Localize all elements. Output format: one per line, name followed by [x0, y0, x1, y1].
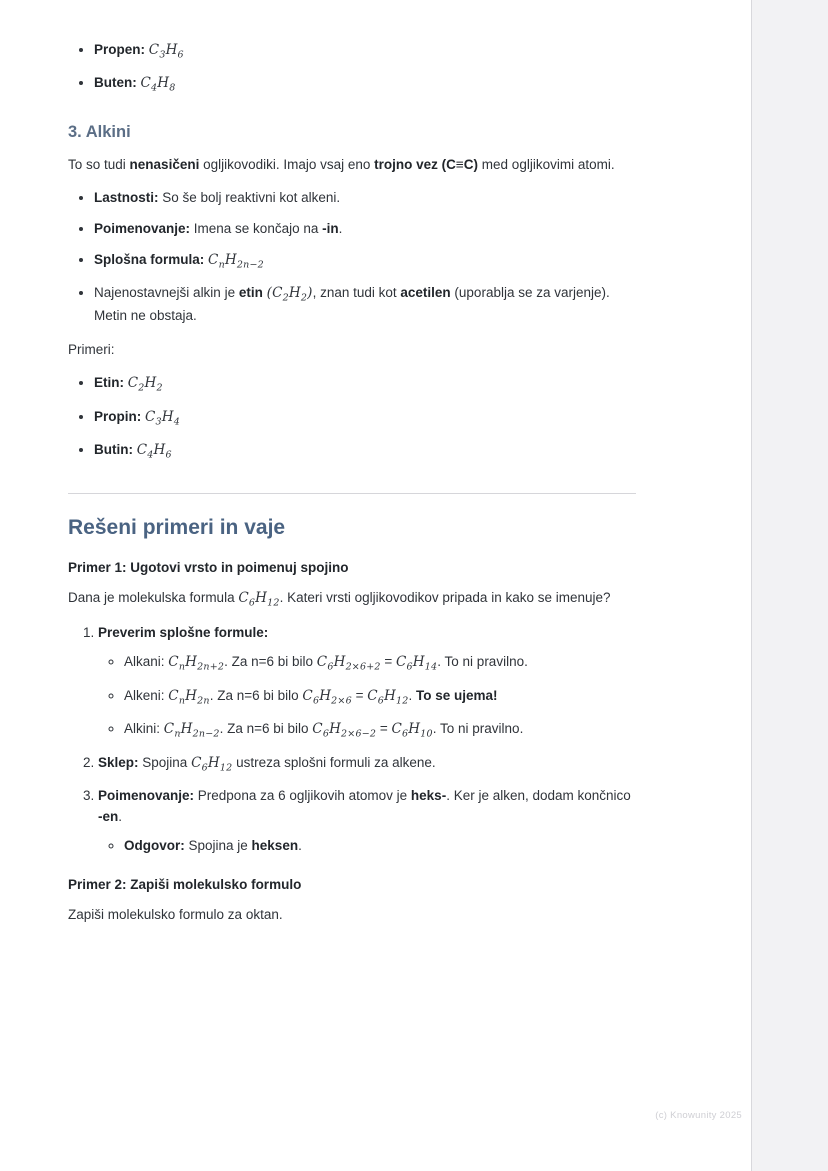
check-mid: . Za n=6 bi bilo: [209, 687, 303, 703]
chemical-formula: $C_6H_{12}$: [191, 754, 233, 774]
list-formula-checks: [98, 652, 636, 742]
answer-bold: heksen: [251, 837, 299, 853]
check-tail: . To ni pravilno.: [432, 721, 524, 737]
chemical-formula: $C_2H_2$: [127, 375, 163, 394]
list-item: [94, 188, 636, 209]
intro-text-2: ogljikovodiki. Imajo vsaj eno: [199, 156, 375, 172]
step-label: Sklep:: [98, 754, 139, 770]
list-item: [124, 836, 636, 857]
bold-etin: etin: [238, 284, 263, 300]
bold-acetilen: acetilen: [400, 284, 451, 300]
list-item-term: Butin:: [94, 441, 133, 457]
document-content: [68, 30, 636, 938]
scrollbar-gutter[interactable]: [751, 0, 828, 1171]
list-item-term: Splošna formula:: [94, 251, 205, 267]
list-item-term: Buten:: [94, 75, 137, 91]
answer-text-post: .: [298, 837, 302, 853]
list-item: [98, 786, 636, 857]
check-eq: =: [380, 654, 397, 670]
check-mid: . Za n=6 bi bilo: [219, 721, 313, 737]
chemical-formula: $C_6H_{12}$: [238, 590, 280, 610]
list-item-term: Lastnosti:: [94, 189, 159, 205]
list-item-text-pre: Najenostavnejši alkin je: [94, 284, 239, 300]
list-primer-1-steps: [68, 623, 636, 856]
list-item: [124, 652, 636, 675]
general-formula: $C_nH_{2n}$: [168, 687, 210, 707]
list-item-text: So še bolj reaktivni kot alkeni.: [158, 189, 341, 205]
section-divider: [68, 493, 636, 494]
check-eq: =: [376, 721, 392, 737]
heading-primer-2: Primer 2: Zapiši molekulsko formulo: [68, 876, 302, 892]
list-item: [98, 623, 636, 742]
result-formula: $C_6H_{12}$: [367, 687, 409, 707]
result-formula: $C_6H_{14}$: [396, 654, 438, 673]
alkini-intro-paragraph: [68, 154, 636, 176]
list-alkini-properties: [68, 188, 636, 328]
list-item-suffix: -in: [322, 220, 339, 236]
answer-label: Odgovor:: [124, 837, 185, 853]
check-name: Alkani:: [124, 654, 165, 670]
heading-reseni-primeri: Rešeni primeri in vaje: [68, 516, 286, 540]
watermark: (c) Knowunity 2025: [655, 1110, 742, 1121]
intro-bold-trojna-vez: trojno vez (C≡C): [374, 156, 479, 172]
result-formula: $C_6H_{10}$: [391, 721, 433, 740]
list-item: [94, 373, 636, 396]
check-bold-tail: To se ujema!: [416, 687, 498, 703]
chemical-formula: $C_3H_6$: [148, 42, 184, 61]
check-name: Alkini:: [124, 721, 161, 737]
step-text-mid: . Ker je alken, dodam končnico: [446, 787, 631, 803]
bold-en: -en: [98, 808, 119, 824]
step-text-pre: Predpona za 6 ogljikovih atomov je: [194, 787, 411, 803]
list-item: [94, 250, 636, 273]
list-item-tail: .: [338, 220, 343, 236]
chemical-formula: $C_3H_4$: [145, 408, 181, 428]
general-formula: $C_nH_{2n-2}$: [163, 721, 220, 740]
list-item: [124, 686, 636, 709]
intro-text-1: To so tudi: [68, 156, 130, 172]
list-item: [94, 40, 636, 63]
check-name: Alkeni:: [124, 687, 165, 703]
check-tail: .: [408, 687, 416, 703]
primer-1-question: [68, 587, 636, 611]
bold-heks: heks-: [410, 787, 447, 803]
check-tail: . To ni pravilno.: [437, 654, 528, 670]
list-item: [94, 219, 636, 240]
list-item: [94, 283, 636, 327]
step-text-pre: Spojina: [138, 754, 192, 770]
primer-2-question: Zapiši molekulsko formulo za oktan.: [68, 906, 283, 922]
list-item-term: Poimenovanje:: [94, 220, 191, 236]
substituted-formula: $C_6H_{2\times 6-2}$: [312, 721, 377, 740]
substituted-formula: $C_6H_{2\times 6}$: [302, 687, 352, 707]
list-item: [124, 719, 636, 742]
step-text-post: ustreza splošni formuli za alkene.: [232, 754, 436, 770]
list-item-term: Propin:: [94, 408, 142, 424]
intro-bold-nenasiceni: nenasičeni: [129, 156, 200, 172]
list-item: [94, 73, 636, 96]
list-item: [94, 440, 636, 463]
list-item: [98, 753, 636, 776]
general-formula: $C_nH_{2n-2}$: [208, 251, 264, 271]
chemical-formula: $C_4H_8$: [140, 75, 176, 95]
list-alkini-examples: [68, 373, 636, 463]
list-item-text-mid: , znan tudi kot: [312, 284, 401, 300]
answer-text-pre: Spojina je: [184, 837, 252, 853]
list-answer: [98, 836, 636, 857]
check-mid: . Za n=6 bi bilo: [224, 654, 317, 670]
list-item-text-post: (uporablja se za varjenje). Metin ne obstaja.: [94, 284, 610, 324]
list-item-text: Imena se končajo na: [190, 220, 323, 236]
step-label: Preverim splošne formule:: [98, 625, 269, 641]
general-formula: $C_nH_{2n+2}$: [168, 654, 225, 673]
question-text-pre: Dana je molekulska formula: [68, 590, 239, 606]
list-item-term: Etin:: [94, 375, 124, 391]
chemical-formula: $C_4H_6$: [136, 441, 172, 461]
section-heading-alkini: 3. Alkini: [68, 122, 131, 141]
list-item: [94, 407, 636, 430]
heading-primer-1: Primer 1: Ugotovi vrsto in poimenuj spojino: [68, 560, 349, 576]
check-eq: =: [351, 687, 368, 703]
substituted-formula: $C_6H_{2\times 6+2}$: [316, 654, 381, 673]
question-text-post: . Kateri vrsti ogljikovodikov pripada in kako se imenuje?: [279, 590, 611, 606]
examples-label: Primeri:: [68, 342, 115, 358]
intro-text-3: med ogljikovimi atomi.: [478, 156, 615, 172]
step-text-post: .: [118, 808, 123, 824]
chemical-formula-paren: $(C_2H_2)$: [266, 284, 313, 304]
step-label: Poimenovanje:: [98, 787, 195, 803]
list-alkeni-examples: [68, 40, 636, 97]
list-item-term: Propen:: [94, 42, 146, 57]
